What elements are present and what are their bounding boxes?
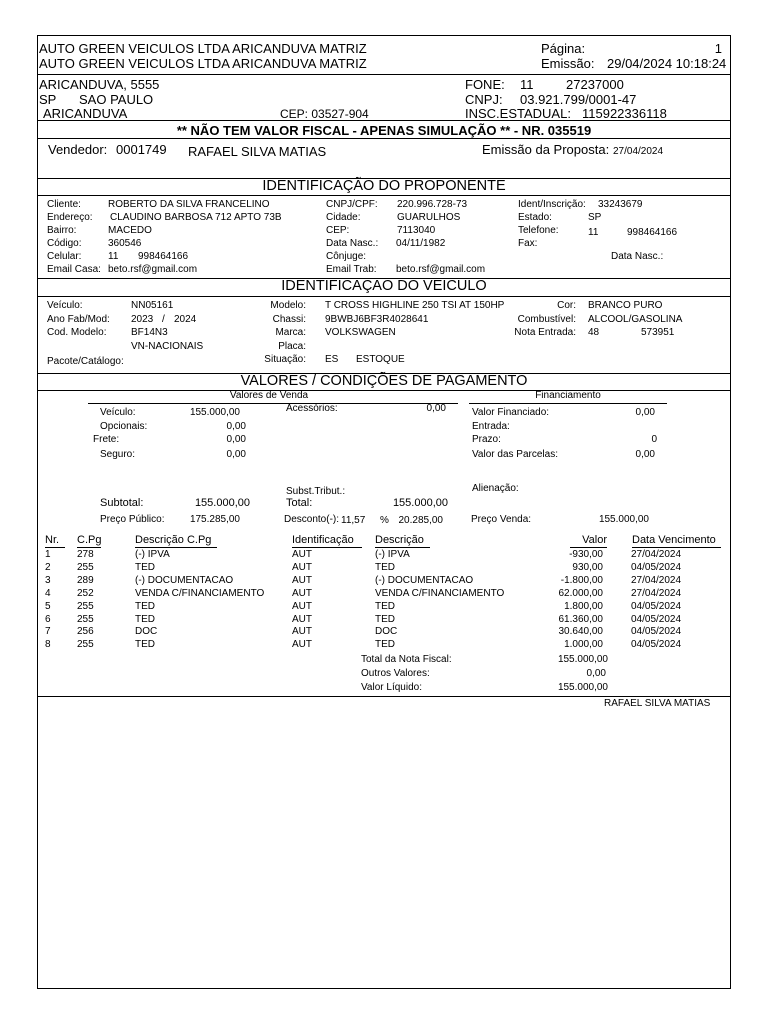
divider — [37, 296, 731, 297]
table-cell-desc-cpg: TED — [135, 600, 155, 612]
freight-label: Frete: — [93, 434, 120, 445]
company-cep: CEP: 03527-904 — [280, 107, 369, 121]
seller-name: RAFAEL SILVA MATIAS — [188, 144, 327, 159]
company-name-1: AUTO GREEN VEICULOS LTDA ARICANDUVA MATRIZ — [39, 41, 367, 56]
total-label: Total: — [286, 497, 313, 509]
client-address: CLAUDINO BARBOSA 712 APTO 73B — [110, 212, 282, 223]
vehicle-situation-code: ES — [325, 354, 339, 365]
table-cell-nr: 6 — [45, 613, 51, 625]
company-district: ARICANDUVA — [43, 106, 128, 121]
percent-sign: % — [380, 515, 389, 526]
client-city-label: Cidade: — [326, 212, 361, 223]
table-cell-ident: AUT — [292, 613, 312, 625]
vehicle-label: Veículo: — [47, 300, 83, 311]
vehicle-situation-label: Situação: — [264, 354, 306, 365]
column-header-cpg: C.Pg — [77, 534, 102, 546]
vehicle-package-label: Pacote/Catálogo: — [47, 356, 124, 367]
table-cell-nr: 7 — [45, 626, 51, 638]
table-cell-cpg: 278 — [77, 549, 94, 560]
page-number: 1 — [714, 41, 722, 56]
client-phone: 998464166 — [627, 227, 678, 238]
financing-underline — [469, 403, 667, 404]
table-cell-value: 62.000,00 — [558, 587, 603, 599]
header-underline — [375, 547, 430, 548]
table-cell-desc-cpg: (-) IPVA — [135, 549, 170, 560]
table-cell-desc: DOC — [375, 626, 398, 638]
table-cell-cpg: 255 — [77, 639, 94, 651]
client-address-label: Endereço: — [47, 212, 93, 223]
vehicle-year-label: Ano Fab/Mod: — [47, 314, 110, 325]
column-header-due-date: Data Vencimento — [632, 534, 716, 546]
company-city: SAO PAULO — [79, 92, 154, 107]
company-address: ARICANDUVA, 5555 — [39, 77, 160, 92]
vehicle-model-label: Modelo: — [270, 300, 306, 311]
client-name: ROBERTO DA SILVA FRANCELINO — [108, 199, 270, 210]
column-header-nr: Nr. — [45, 534, 60, 546]
financed-label: Valor Financiado: — [472, 407, 550, 418]
invoice-total-value: 155.000,00 — [557, 654, 608, 665]
column-header-desc: Descrição — [375, 534, 424, 546]
client-cep-label: CEP: — [326, 225, 350, 236]
table-cell-nr: 5 — [45, 600, 51, 612]
client-email-work: beto.rsf@gmail.com — [396, 264, 486, 275]
table-cell-ident: AUT — [292, 600, 312, 612]
table-cell-nr: 8 — [45, 639, 51, 651]
insc-value: 115922336118 — [582, 106, 667, 121]
header-underline — [77, 547, 101, 548]
table-cell-value: 1.000,00 — [564, 639, 603, 651]
term-value: 0 — [651, 434, 657, 445]
client-email-home: beto.rsf@gmail.com — [108, 264, 198, 275]
discount-percent: 11,57 — [341, 515, 366, 526]
client-mobile-ddd: 11 — [108, 251, 119, 262]
header-underline — [632, 547, 721, 548]
emission-label: Emissão: — [541, 56, 595, 71]
table-cell-desc-cpg: VENDA C/FINANCIAMENTO — [135, 587, 265, 599]
subst-label: Subst.Tribut.: — [286, 486, 346, 497]
installment-label: Valor das Parcelas: — [472, 449, 558, 460]
vehicle-chassis: 9BWBJ6BF3R4028641 — [325, 314, 429, 325]
discount-value: 20.285,00 — [398, 515, 443, 526]
table-cell-cpg: 252 — [77, 587, 94, 599]
vehicle-brand-label: Marca: — [275, 327, 306, 338]
client-cpf-label: CNPJ/CPF: — [326, 199, 378, 210]
optional-label: Opcionais: — [100, 421, 148, 432]
client-district: MACEDO — [108, 225, 152, 236]
cnpj-label: CNPJ: — [465, 92, 503, 107]
table-cell-nr: 2 — [45, 561, 51, 573]
vehicle-color: BRANCO PURO — [588, 300, 663, 311]
client-ident: 33243679 — [598, 199, 643, 210]
vehicle-model: T CROSS HIGHLINE 250 TSI AT 150HP — [325, 300, 505, 311]
table-cell-desc: (-) IPVA — [375, 549, 410, 560]
page-label: Página: — [541, 41, 586, 56]
vehicle-plate-label: Placa: — [278, 341, 306, 352]
table-cell-desc-cpg: TED — [135, 613, 155, 625]
table-cell-due: 27/04/2024 — [631, 549, 682, 560]
vehicle-chassis-label: Chassi: — [272, 314, 306, 325]
client-mobile: 998464166 — [138, 251, 189, 262]
vehicle-section-title: IDENTIFICAÇAO DO VEICULO — [281, 278, 487, 294]
other-values-label: Outros Valores: — [361, 668, 430, 679]
header-underline — [45, 547, 65, 548]
public-price-value: 175.285,00 — [189, 514, 240, 525]
subtotal-label: Subtotal: — [100, 497, 144, 509]
table-cell-desc-cpg: DOC — [135, 626, 158, 638]
emission-value: 29/04/2024 10:18:24 — [607, 56, 727, 71]
vehicle-year-separator: / — [162, 314, 165, 325]
client-spouse-birth-label: Data Nasc.: — [611, 251, 664, 262]
company-state: SP — [39, 92, 57, 107]
column-header-desc-cpg: Descrição C.Pg — [135, 534, 212, 546]
vehicle-model-code: BF14N3 — [131, 327, 168, 338]
public-price-label: Preço Público: — [100, 514, 165, 525]
table-cell-value: -1.800,00 — [560, 574, 603, 586]
phone-ddd: 11 — [520, 77, 534, 92]
company-name-2: AUTO GREEN VEICULOS LTDA ARICANDUVA MATRIZ — [39, 56, 367, 71]
phone-label: FONE: — [465, 77, 505, 92]
table-cell-desc-cpg: (-) DOCUMENTACAO — [135, 574, 234, 586]
vehicle-brand: VOLKSWAGEN — [325, 327, 396, 338]
table-cell-due: 04/05/2024 — [631, 639, 682, 651]
table-cell-value: -930,00 — [569, 549, 603, 560]
discount-label: Desconto(-): — [284, 514, 340, 525]
table-cell-due: 27/04/2024 — [631, 574, 682, 586]
table-cell-desc: TED — [375, 613, 395, 625]
table-cell-value: 930,00 — [572, 561, 603, 573]
client-email-work-label: Email Trab: — [326, 264, 377, 275]
column-header-value: Valor — [582, 534, 607, 546]
vehicle-entry-2: 573951 — [641, 327, 675, 338]
vehicle-fuel: ALCOOL/GASOLINA — [588, 314, 683, 325]
installment-value: 0,00 — [635, 449, 655, 460]
client-label: Cliente: — [47, 199, 81, 210]
table-cell-ident: AUT — [292, 549, 312, 560]
table-cell-nr: 3 — [45, 574, 51, 586]
table-cell-desc: (-) DOCUMENTACAO — [375, 574, 474, 586]
table-cell-due: 04/05/2024 — [631, 561, 682, 573]
table-cell-desc-cpg: TED — [135, 561, 155, 573]
table-cell-value: 1.800,00 — [564, 600, 603, 612]
simulation-notice: ** NÃO TEM VALOR FISCAL - APENAS SIMULAÇÃO ** - NR. 035519 — [176, 123, 592, 138]
cnpj-value: 03.921.799/0001-47 — [520, 92, 637, 107]
table-cell-ident: AUT — [292, 639, 312, 651]
phone-number: 27237000 — [566, 77, 624, 92]
client-birth: 04/11/1982 — [396, 238, 446, 249]
sale-price-value: 155.000,00 — [598, 514, 649, 525]
insc-label: INSC.ESTADUAL: — [465, 106, 571, 121]
accessories-label: Acessórios: — [286, 403, 338, 414]
table-cell-cpg: 255 — [77, 613, 94, 625]
client-phone-ddd: 11 — [588, 227, 599, 238]
header-underline — [292, 547, 362, 548]
client-birth-label: Data Nasc.: — [326, 238, 379, 249]
total-value: 155.000,00 — [392, 497, 448, 509]
divider — [37, 138, 731, 139]
client-spouse-label: Cônjuge: — [326, 251, 367, 262]
table-cell-due: 04/05/2024 — [631, 613, 682, 625]
header-underline — [570, 547, 607, 548]
subtotal-value: 155.000,00 — [194, 497, 250, 509]
table-cell-desc-cpg: TED — [135, 639, 155, 651]
client-state: SP — [588, 212, 602, 223]
vehicle-entry-label: Nota Entrada: — [514, 327, 576, 338]
client-city: GUARULHOS — [397, 212, 461, 223]
insurance-value: 0,00 — [226, 449, 246, 460]
proposal-date: 27/04/2024 — [613, 146, 664, 157]
divider — [37, 696, 731, 697]
vehicle-color-label: Cor: — [557, 300, 576, 311]
net-value: 155.000,00 — [557, 682, 608, 693]
client-ident-label: Ident/Inscrição: — [518, 199, 586, 210]
table-cell-desc: TED — [375, 600, 395, 612]
table-cell-ident: AUT — [292, 561, 312, 573]
net-value-label: Valor Líquido: — [361, 682, 422, 693]
sale-price-label: Preço Venda: — [471, 514, 532, 525]
proposal-label: Emissão da Proposta: — [482, 142, 610, 157]
seller-code: 0001749 — [116, 142, 167, 157]
seller-label: Vendedor: — [48, 142, 108, 157]
table-cell-value: 61.360,00 — [558, 613, 603, 625]
divider — [37, 74, 731, 75]
divider — [37, 120, 731, 121]
client-cpf: 220.996.728-73 — [397, 199, 468, 210]
table-cell-cpg: 289 — [77, 574, 94, 586]
client-code: 360546 — [108, 238, 142, 249]
lien-label: Alienação: — [472, 483, 519, 494]
table-cell-value: 30.640,00 — [558, 626, 603, 638]
client-mobile-label: Celular: — [47, 251, 82, 262]
other-values-value: 0,00 — [586, 668, 606, 679]
column-header-ident: Identificação — [292, 534, 354, 546]
table-cell-cpg: 256 — [77, 626, 94, 638]
table-cell-ident: AUT — [292, 574, 312, 586]
table-cell-ident: AUT — [292, 626, 312, 638]
sale-values-title: Valores de Venda — [229, 390, 309, 401]
vehicle-model-code-label: Cod. Modelo: — [47, 327, 107, 338]
vehicle-entry-1: 48 — [588, 327, 600, 338]
vehicle-year-mod: 2024 — [174, 314, 197, 325]
freight-value: 0,00 — [226, 434, 246, 445]
sale-vehicle-value: 155.000,00 — [189, 407, 240, 418]
table-cell-cpg: 255 — [77, 600, 94, 612]
vehicle-code: NN05161 — [131, 300, 174, 311]
table-cell-ident: AUT — [292, 587, 312, 599]
accessories-value: 0,00 — [426, 403, 446, 414]
client-email-home-label: Email Casa: — [47, 264, 101, 275]
payment-section-title: VALORES / CONDIÇÕES DE PAGAMENTO — [240, 373, 528, 389]
table-cell-due: 04/05/2024 — [631, 600, 682, 612]
table-cell-desc: VENDA C/FINANCIAMENTO — [375, 587, 505, 599]
header-underline — [135, 547, 217, 548]
client-code-label: Código: — [47, 238, 82, 249]
vehicle-situation: ESTOQUE — [356, 354, 405, 365]
vehicle-year-fab: 2023 — [131, 314, 154, 325]
vehicle-origin: VN-NACIONAIS — [131, 341, 204, 352]
downpayment-label: Entrada: — [472, 421, 510, 432]
table-cell-desc: TED — [375, 639, 395, 651]
financed-value: 0,00 — [635, 407, 655, 418]
invoice-total-label: Total da Nota Fiscal: — [361, 654, 452, 665]
term-label: Prazo: — [472, 434, 501, 445]
table-cell-due: 04/05/2024 — [631, 626, 682, 638]
financing-title: Financiamento — [535, 390, 601, 401]
table-cell-nr: 1 — [45, 549, 51, 560]
client-phone-label: Telefone: — [518, 225, 559, 236]
divider — [37, 195, 731, 196]
table-cell-due: 27/04/2024 — [631, 587, 682, 599]
sale-vehicle-label: Veículo: — [100, 407, 136, 418]
client-district-label: Bairro: — [47, 225, 77, 236]
table-cell-nr: 4 — [45, 587, 51, 599]
vehicle-fuel-label: Combustível: — [517, 314, 576, 325]
proponent-section-title: IDENTIFICAÇÃO DO PROPONENTE — [262, 178, 506, 194]
client-fax-label: Fax: — [518, 238, 538, 249]
table-cell-cpg: 255 — [77, 561, 94, 573]
insurance-label: Seguro: — [100, 449, 136, 460]
optional-value: 0,00 — [226, 421, 246, 432]
client-cep: 7113040 — [397, 225, 436, 236]
table-cell-desc: TED — [375, 561, 395, 573]
signature-name: RAFAEL SILVA MATIAS — [604, 698, 711, 709]
client-state-label: Estado: — [518, 212, 552, 223]
